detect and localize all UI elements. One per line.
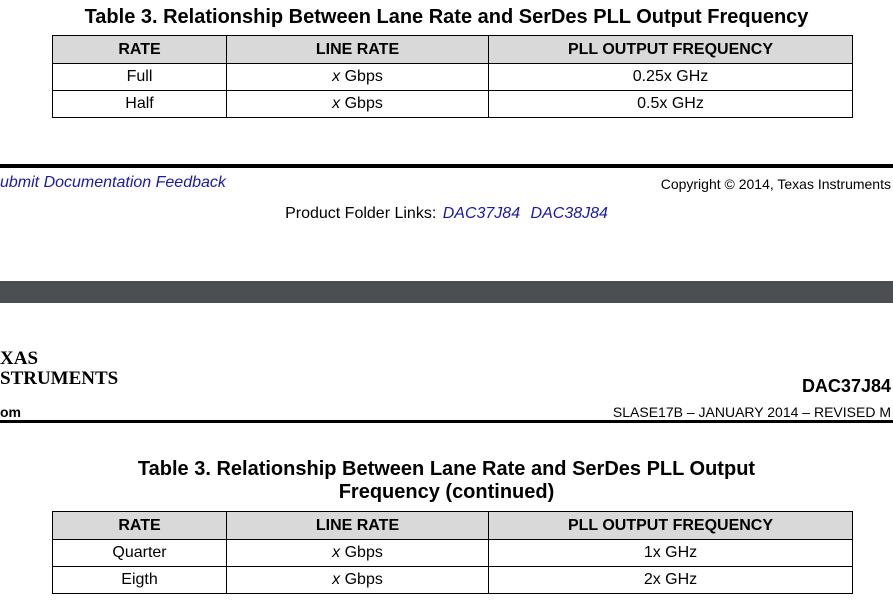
column-header: LINE RATE — [227, 512, 489, 540]
rate-table-continued — [52, 511, 853, 594]
document-info: SLASE17B – JANUARY 2014 – REVISED M — [612, 404, 891, 420]
line-rate-cell — [227, 64, 489, 91]
footer-rule — [0, 164, 893, 168]
pll-frequency-cell: 0.25x GHz — [489, 64, 853, 91]
column-header: PLL OUTPUT FREQUENCY — [489, 36, 853, 64]
site-url-fragment[interactable]: om — [0, 404, 21, 420]
table-caption: Table 3. Relationship Between Lane Rate and SerDes PLL Output Frequency — [84, 6, 809, 28]
table-header-row — [53, 36, 853, 64]
column-header: PLL OUTPUT FREQUENCY — [489, 512, 853, 540]
line-rate-unit: Gbps — [340, 544, 383, 561]
line-rate-unit: Gbps — [340, 95, 383, 112]
company-logo-line1: XAS — [0, 348, 39, 369]
pll-frequency-cell: 1x GHz — [489, 540, 853, 567]
documentation-feedback-link[interactable]: ubmit Documentation Feedback — [0, 174, 226, 191]
product-link-dac37j84[interactable]: DAC37J84 — [442, 205, 521, 222]
copyright-text: Copyright © 2014, Texas Instruments — [660, 176, 891, 192]
line-rate-cell — [227, 567, 489, 594]
line-rate-unit: Gbps — [340, 68, 383, 85]
rate-cell: Full — [53, 64, 227, 91]
line-rate-variable: x — [332, 95, 341, 112]
product-link-dac38j84[interactable]: DAC38J84 — [530, 205, 608, 222]
table-caption-continued: Frequency (continued) — [338, 481, 555, 503]
part-number: DAC37J84 — [801, 376, 891, 396]
line-rate-variable: x — [332, 68, 341, 85]
company-logo-line2: STRUMENTS — [0, 368, 119, 389]
rate-table — [52, 35, 853, 118]
pll-frequency-cell: 0.5x GHz — [489, 91, 853, 118]
column-header: LINE RATE — [227, 36, 489, 64]
column-header: RATE — [53, 512, 227, 540]
table-row — [53, 64, 853, 91]
rate-cell: Quarter — [53, 540, 227, 567]
pll-frequency-cell: 2x GHz — [489, 567, 853, 594]
table-row — [53, 91, 853, 118]
header-rule — [0, 420, 893, 423]
table-row — [53, 567, 853, 594]
line-rate-variable: x — [332, 571, 341, 588]
line-rate-cell — [227, 91, 489, 118]
table-caption: Table 3. Relationship Between Lane Rate and SerDes PLL Output — [137, 458, 756, 480]
product-links-label: Product Folder Links: — [285, 205, 437, 222]
line-rate-cell — [227, 540, 489, 567]
table-header-row — [53, 512, 853, 540]
product-folder-links — [0, 205, 893, 223]
rate-cell: Half — [53, 91, 227, 118]
line-rate-variable: x — [332, 544, 341, 561]
table-row — [53, 540, 853, 567]
column-header: RATE — [53, 36, 227, 64]
line-rate-unit: Gbps — [340, 571, 383, 588]
rate-cell: Eigth — [53, 567, 227, 594]
page-separator — [0, 281, 893, 303]
